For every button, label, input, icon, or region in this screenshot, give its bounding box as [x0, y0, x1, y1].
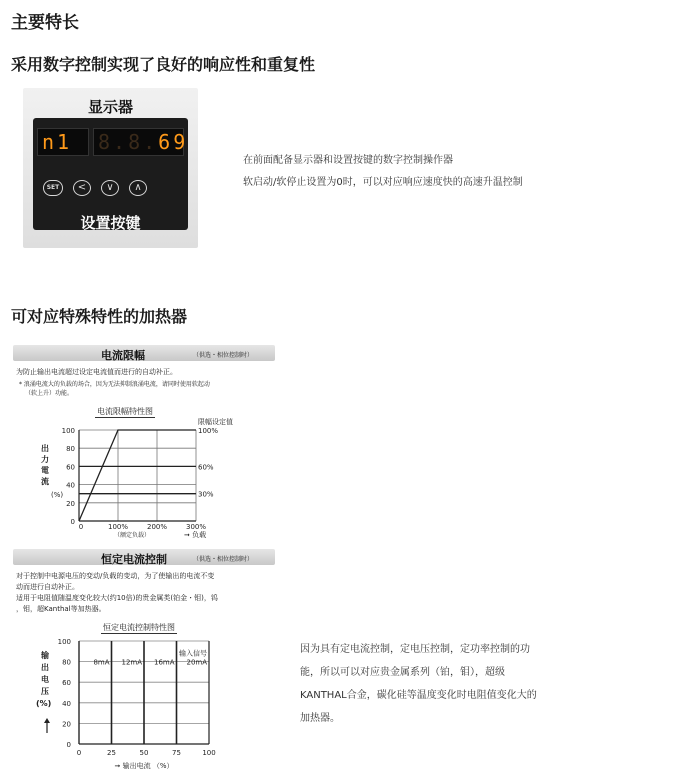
cc-desc-line: 适用于电阻值随温度变化较大(约10倍)的贵金属类(铂金・钼)，钨	[16, 594, 218, 602]
x-tick-label: 100%	[107, 523, 129, 531]
x-tick-label: 300%	[185, 523, 207, 531]
constant-current-title: 恒定电流控制	[101, 553, 167, 566]
section1-heading: 采用数字控制实现了良好的响应性和重复性	[11, 55, 316, 74]
limit-setting-label: 限幅设定值	[198, 418, 233, 426]
section2-description	[300, 638, 575, 730]
cc-desc-line: ，钼，超Kanthal等加热器。	[16, 605, 106, 613]
up-arrow-key: ∧	[129, 180, 147, 196]
series-label: 20mA	[186, 658, 207, 667]
y-tick-label: 20	[62, 720, 71, 729]
down-arrow-key: ∨	[101, 180, 119, 196]
y-tick-label: 20	[66, 499, 75, 508]
series-label: 8mA	[93, 658, 110, 667]
x-tick-label: 200%	[146, 523, 168, 531]
keys-label: 设置按键	[80, 214, 141, 232]
x-tick-label: 0	[78, 523, 84, 531]
section2-heading: 可对应特殊特性的加热器	[11, 307, 188, 326]
ylabel-char: 電	[41, 466, 49, 475]
series-label: 60%	[198, 463, 214, 472]
ylabel-unit: (%)	[36, 699, 52, 708]
section1-desc-line: 软启动/软停止设置为0时，可以对应响应速度快的高速升温控制	[243, 177, 523, 188]
x-tick-label: 100	[202, 749, 216, 757]
y-tick-label: 40	[66, 481, 75, 490]
ylabel-char: 力	[41, 455, 49, 464]
right-display-digits: 69	[158, 130, 189, 154]
rated-load-note: （额定负载）	[113, 532, 151, 539]
y-tick-label: 60	[62, 679, 71, 688]
current-limit-option-note: （供选・相位控制时）	[193, 352, 254, 359]
y-tick-label: 0	[70, 518, 75, 526]
x-tick-label: 50	[139, 749, 149, 757]
series-label: 12mA	[121, 658, 142, 667]
ylabel-char: 出	[41, 444, 49, 453]
x-axis-name: ➞ 负载	[184, 531, 207, 539]
ylabel-char: 出	[41, 663, 49, 672]
chart1-title: 电流限幅特性图	[97, 407, 153, 416]
ylabel-char: 输	[41, 651, 49, 660]
x-tick-label: 75	[172, 749, 181, 757]
section2-desc-line: 因为具有定电流控制，定电压控制，定功率控制的功	[300, 644, 530, 655]
section2-desc-line: 加热器。	[300, 713, 340, 724]
cc-desc-line: 对于控制中电源电压的变动/负载的变动，为了使输出的电流不变	[16, 572, 215, 580]
x-tick-label: 0	[76, 749, 82, 757]
y-tick-label: 100	[57, 638, 71, 646]
ylabel-char: 流	[41, 477, 49, 486]
series-label: 16mA	[153, 658, 175, 667]
x-axis-name: ➞ 输出电流 （%）	[114, 762, 174, 770]
x-tick-label: 25	[107, 749, 116, 757]
display-label: 显示器	[87, 98, 133, 116]
y-tick-label: 100	[61, 427, 75, 435]
section1-desc-line: 在前面配备显示器和设置按键的数字控制操作器	[243, 155, 453, 166]
cc-desc-line: 动而进行自动补正。	[16, 583, 79, 591]
note-line: （软上升）功能。	[25, 390, 74, 397]
page-heading: 主要特长	[11, 13, 79, 33]
left-display-digits: n1	[37, 128, 89, 156]
left-arrow-key: <	[73, 180, 91, 196]
ylabel-char: 压	[41, 687, 49, 696]
y-tick-label: 40	[62, 699, 71, 708]
y-tick-label: 0	[66, 741, 71, 749]
series-label: 100%	[198, 427, 219, 435]
current-limit-title: 电流限幅	[101, 349, 145, 362]
y-tick-label: 60	[66, 463, 75, 472]
input-signal-label: 输入信号	[179, 649, 207, 658]
right-display-dim-digits: 8.8.	[98, 130, 159, 154]
set-key: SET	[43, 180, 63, 196]
chart1-yunit: (%)	[51, 491, 64, 499]
constant-current-option-note: （供选・相位控制时）	[193, 556, 254, 563]
series-label: 30%	[198, 490, 214, 499]
y-tick-label: 80	[62, 658, 71, 667]
y-tick-label: 80	[66, 445, 75, 454]
current-limit-desc: 为防止输出电流超过设定电流值而进行的自动补正。	[16, 368, 177, 376]
ylabel-char: 电	[41, 675, 49, 684]
series-line	[79, 430, 196, 521]
section2-desc-line: 能，所以可以对应贵金属系列（铂，钼），超级	[300, 667, 505, 678]
chart2-title: 恒定电流控制特性图	[103, 623, 175, 632]
note-line: * 浪涌电流大的负载的场合，因为无法抑制浪涌电流，请同时使用软起动	[19, 381, 210, 388]
section2-desc-line: KANTHAL合金，碳化硅等温度变化时电阻值变化大的	[300, 690, 537, 701]
